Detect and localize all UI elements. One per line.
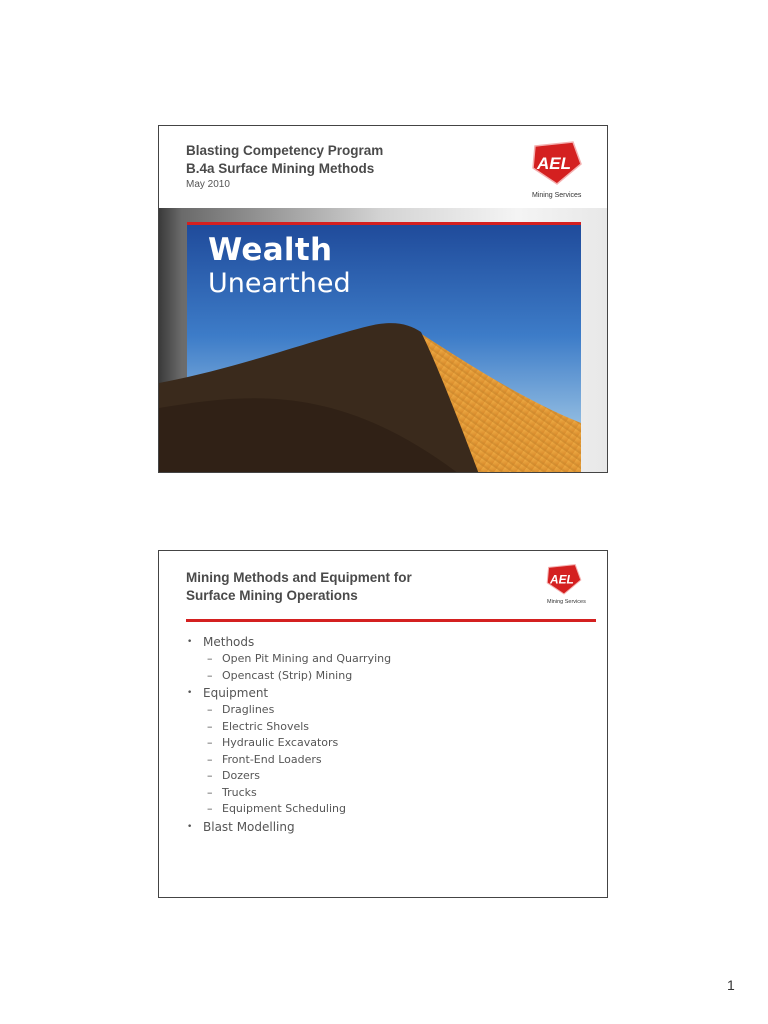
slide-title-line2: B.4a Surface Mining Methods [186, 161, 375, 176]
logo-text: AEL [537, 154, 571, 173]
title-divider [186, 619, 596, 622]
sub-bullet-item: – Trucks [207, 785, 257, 799]
slide-heading [186, 569, 486, 605]
content-slide [158, 550, 608, 898]
title-slide [158, 125, 608, 473]
bullet-dot-icon: • [187, 688, 193, 698]
sub-bullet-label: Open Pit Mining and Quarrying [222, 652, 392, 665]
hero-subheadline: Unearthed [208, 268, 351, 299]
logo-text: AEL [550, 572, 574, 587]
sub-bullet-label: Opencast (Strip) Mining [222, 668, 353, 682]
hero-image [159, 208, 607, 473]
ael-logo-icon [543, 563, 585, 597]
bullet-item [187, 818, 391, 836]
ael-logo-icon [527, 140, 587, 188]
bullet-dot-icon: • [187, 637, 193, 647]
bullet-item [187, 684, 391, 702]
sub-bullet-item: – Open Pit Mining and Quarrying [207, 652, 392, 665]
bullet-item [187, 633, 391, 651]
bullet-dot-icon: • [187, 821, 193, 832]
slide-heading-line1: Mining Methods and Equipment for [186, 570, 412, 585]
sub-bullet-label: Electric Shovels [222, 719, 310, 733]
bullet-label: Equipment [203, 686, 269, 700]
sub-bullet-item: – Draglines [207, 703, 275, 716]
slide-date: May 2010 [186, 179, 230, 190]
sub-bullet-item: – Hydraulic Excavators [207, 736, 339, 749]
bullet-label: Blast Modelling [203, 819, 295, 834]
slide-title-line1: Blasting Competency Program [186, 143, 384, 158]
slide-heading-line2: Surface Mining Operations [186, 588, 358, 603]
logo-subtitle: Mining Services [547, 599, 586, 605]
sub-bullet-label: Trucks [222, 785, 257, 799]
sub-bullet-item: – Equipment Scheduling [207, 802, 346, 815]
sub-bullet-label: Equipment Scheduling [222, 802, 346, 815]
sub-bullet-item: – Electric Shovels [207, 719, 310, 733]
sub-bullet-item: – Dozers [207, 769, 260, 782]
bullet-list [187, 633, 391, 836]
page-number: 1 [727, 977, 735, 993]
logo-subtitle: Mining Services [532, 192, 582, 199]
sub-bullet-label: Dozers [222, 769, 260, 782]
sub-bullet-item: – Front-End Loaders [207, 752, 322, 766]
sub-bullet-label: Front-End Loaders [222, 752, 322, 766]
bullet-label: Methods [203, 635, 255, 649]
sub-bullet-label: Draglines [222, 703, 275, 716]
sub-bullet-item: – Opencast (Strip) Mining [207, 668, 353, 682]
hero-headline: Wealth [208, 232, 333, 268]
sub-bullet-label: Hydraulic Excavators [222, 736, 339, 749]
